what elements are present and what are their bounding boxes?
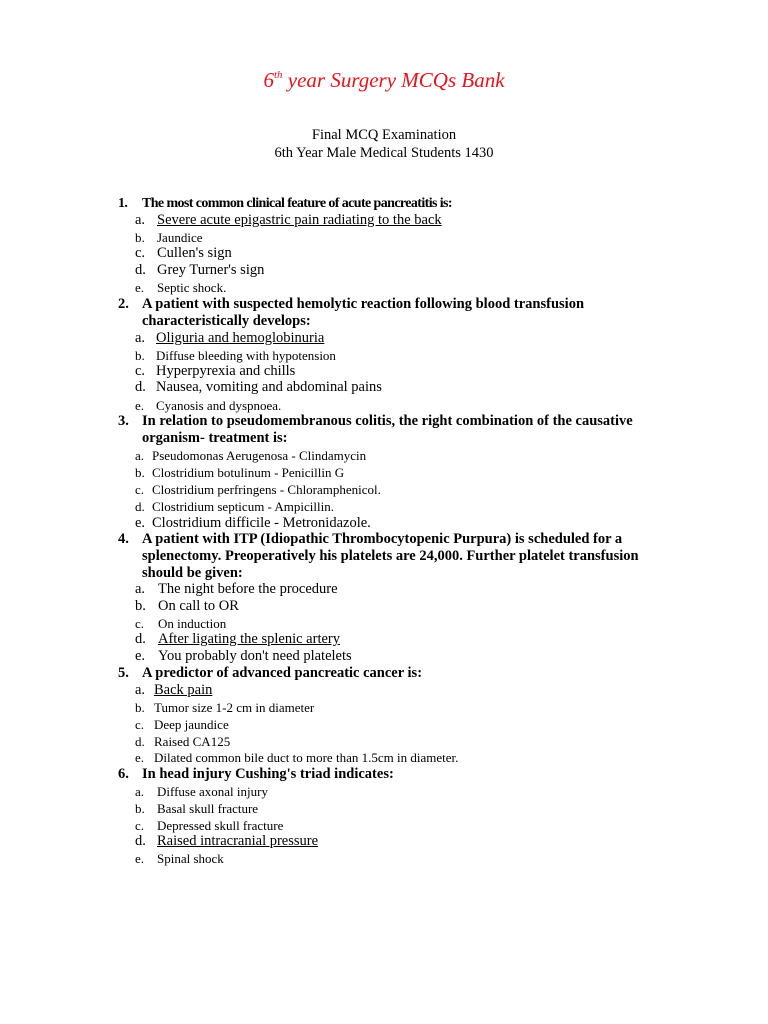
option-text-correct: After ligating the splenic artery bbox=[158, 631, 340, 647]
question-number: 5. bbox=[118, 665, 129, 681]
option-letter: b. bbox=[135, 598, 146, 614]
option-letter: d. bbox=[135, 499, 145, 514]
question-text: In head injury Cushing's triad indicates: bbox=[142, 766, 394, 782]
option-text: Depressed skull fracture bbox=[157, 818, 284, 833]
option-text: Septic shock. bbox=[157, 280, 227, 295]
option-text-correct: Oliguria and hemoglobinuria bbox=[156, 330, 325, 346]
option-text: You probably don't need platelets bbox=[158, 648, 352, 664]
option-text-correct: Back pain bbox=[154, 682, 213, 698]
option-text: Diffuse axonal injury bbox=[157, 784, 268, 799]
option-letter: c. bbox=[135, 482, 145, 497]
option-text: Clostridium septicum - Ampicillin. bbox=[152, 499, 334, 514]
option-letter: a. bbox=[135, 682, 146, 698]
option-letter: d. bbox=[135, 262, 146, 278]
exam-cohort: 6th Year Male Medical Students 1430 bbox=[274, 145, 494, 161]
option-text: Diffuse bleeding with hypotension bbox=[156, 348, 336, 363]
option-text: Dilated common bile duct to more than 1.5cm in diameter. bbox=[154, 750, 459, 765]
question-number: 4. bbox=[118, 531, 129, 547]
option-text: Cyanosis and dyspnoea. bbox=[156, 398, 282, 413]
question-text: A patient with suspected hemolytic reaction following blood transfusion characteristically develops: bbox=[142, 296, 585, 329]
option-letter: c. bbox=[135, 818, 145, 833]
option-text: Nausea, vomiting and abdominal pains bbox=[156, 379, 382, 395]
exam-subtitle: Final MCQ Examination bbox=[311, 127, 457, 143]
option-letter: b. bbox=[135, 230, 145, 245]
option-letter: c. bbox=[135, 717, 145, 732]
title-text: year Surgery MCQs Bank bbox=[282, 68, 505, 92]
option-letter: e. bbox=[135, 750, 145, 765]
option-text: Jaundice bbox=[157, 230, 203, 245]
option-text: Raised CA125 bbox=[154, 734, 231, 749]
question-text: In relation to pseudomembranous colitis, the right combination of the causative organism- treatment is: bbox=[142, 413, 633, 446]
option-letter: e. bbox=[135, 398, 145, 413]
option-letter: c. bbox=[135, 363, 146, 379]
option-text: On call to OR bbox=[158, 598, 239, 614]
question-text: A patient with ITP (Idiopathic Thrombocytopenic Purpura) is scheduled for a splenectomy. Preoperatively his platelets are 24,000. Further platelet transfusion should be given: bbox=[142, 531, 639, 581]
option-text: Clostridium perfringens - Chloramphenicol. bbox=[152, 482, 381, 497]
option-letter: a. bbox=[135, 784, 145, 799]
option-letter: e. bbox=[135, 515, 146, 531]
option-text: Basal skull fracture bbox=[157, 801, 259, 816]
option-text: Tumor size 1-2 cm in diameter bbox=[154, 700, 315, 715]
option-letter: b. bbox=[135, 700, 145, 715]
question-number: 3. bbox=[118, 413, 129, 429]
option-text: Clostridium botulinum - Penicillin G bbox=[152, 465, 345, 480]
question-6 bbox=[118, 766, 658, 783]
question-text: The most common clinical feature of acute pancreatitis is: bbox=[142, 196, 452, 211]
option-letter: b. bbox=[135, 801, 145, 816]
question-4 bbox=[118, 531, 658, 582]
option-text: Cullen's sign bbox=[157, 245, 232, 261]
option-letter: b. bbox=[135, 348, 145, 363]
option-text: Pseudomonas Aerugenosa - Clindamycin bbox=[152, 448, 367, 463]
option-text-correct: Raised intracranial pressure bbox=[157, 833, 319, 849]
question-text: A predictor of advanced pancreatic cancer is: bbox=[142, 665, 423, 681]
option-letter: e. bbox=[135, 648, 146, 664]
option-text: Hyperpyrexia and chills bbox=[156, 363, 296, 379]
option-letter: b. bbox=[135, 465, 145, 480]
page-title bbox=[0, 68, 768, 93]
title-number: 6 bbox=[263, 68, 274, 92]
option-letter: d. bbox=[135, 734, 145, 749]
option-letter: a. bbox=[135, 330, 146, 346]
option-letter: a. bbox=[135, 581, 146, 597]
option-text: Deep jaundice bbox=[154, 717, 229, 732]
option-letter: d. bbox=[135, 833, 146, 849]
question-3 bbox=[118, 413, 658, 447]
question-5 bbox=[118, 665, 658, 682]
option-text: Spinal shock bbox=[157, 851, 224, 866]
question-number: 2. bbox=[118, 296, 129, 312]
option-letter: e. bbox=[135, 280, 145, 295]
option-letter: e. bbox=[135, 851, 145, 866]
option-text: The night before the procedure bbox=[158, 581, 338, 597]
option-letter: c. bbox=[135, 245, 146, 261]
title-superscript: th bbox=[273, 69, 283, 81]
option-letter: d. bbox=[135, 631, 146, 647]
question-number: 1. bbox=[118, 196, 128, 211]
option-text: On induction bbox=[158, 616, 227, 631]
question-2 bbox=[118, 296, 658, 330]
option-letter: a. bbox=[135, 448, 145, 463]
question-1 bbox=[118, 195, 658, 212]
option-text-correct: Clostridium difficile - Metronidazole. bbox=[152, 515, 371, 531]
option-letter: a. bbox=[135, 212, 146, 228]
question-number: 6. bbox=[118, 766, 129, 782]
option-text-correct: Severe acute epigastric pain radiating to the back bbox=[157, 212, 442, 228]
option-letter: c. bbox=[135, 616, 145, 631]
option-letter: d. bbox=[135, 379, 146, 395]
option-text: Grey Turner's sign bbox=[157, 262, 265, 278]
